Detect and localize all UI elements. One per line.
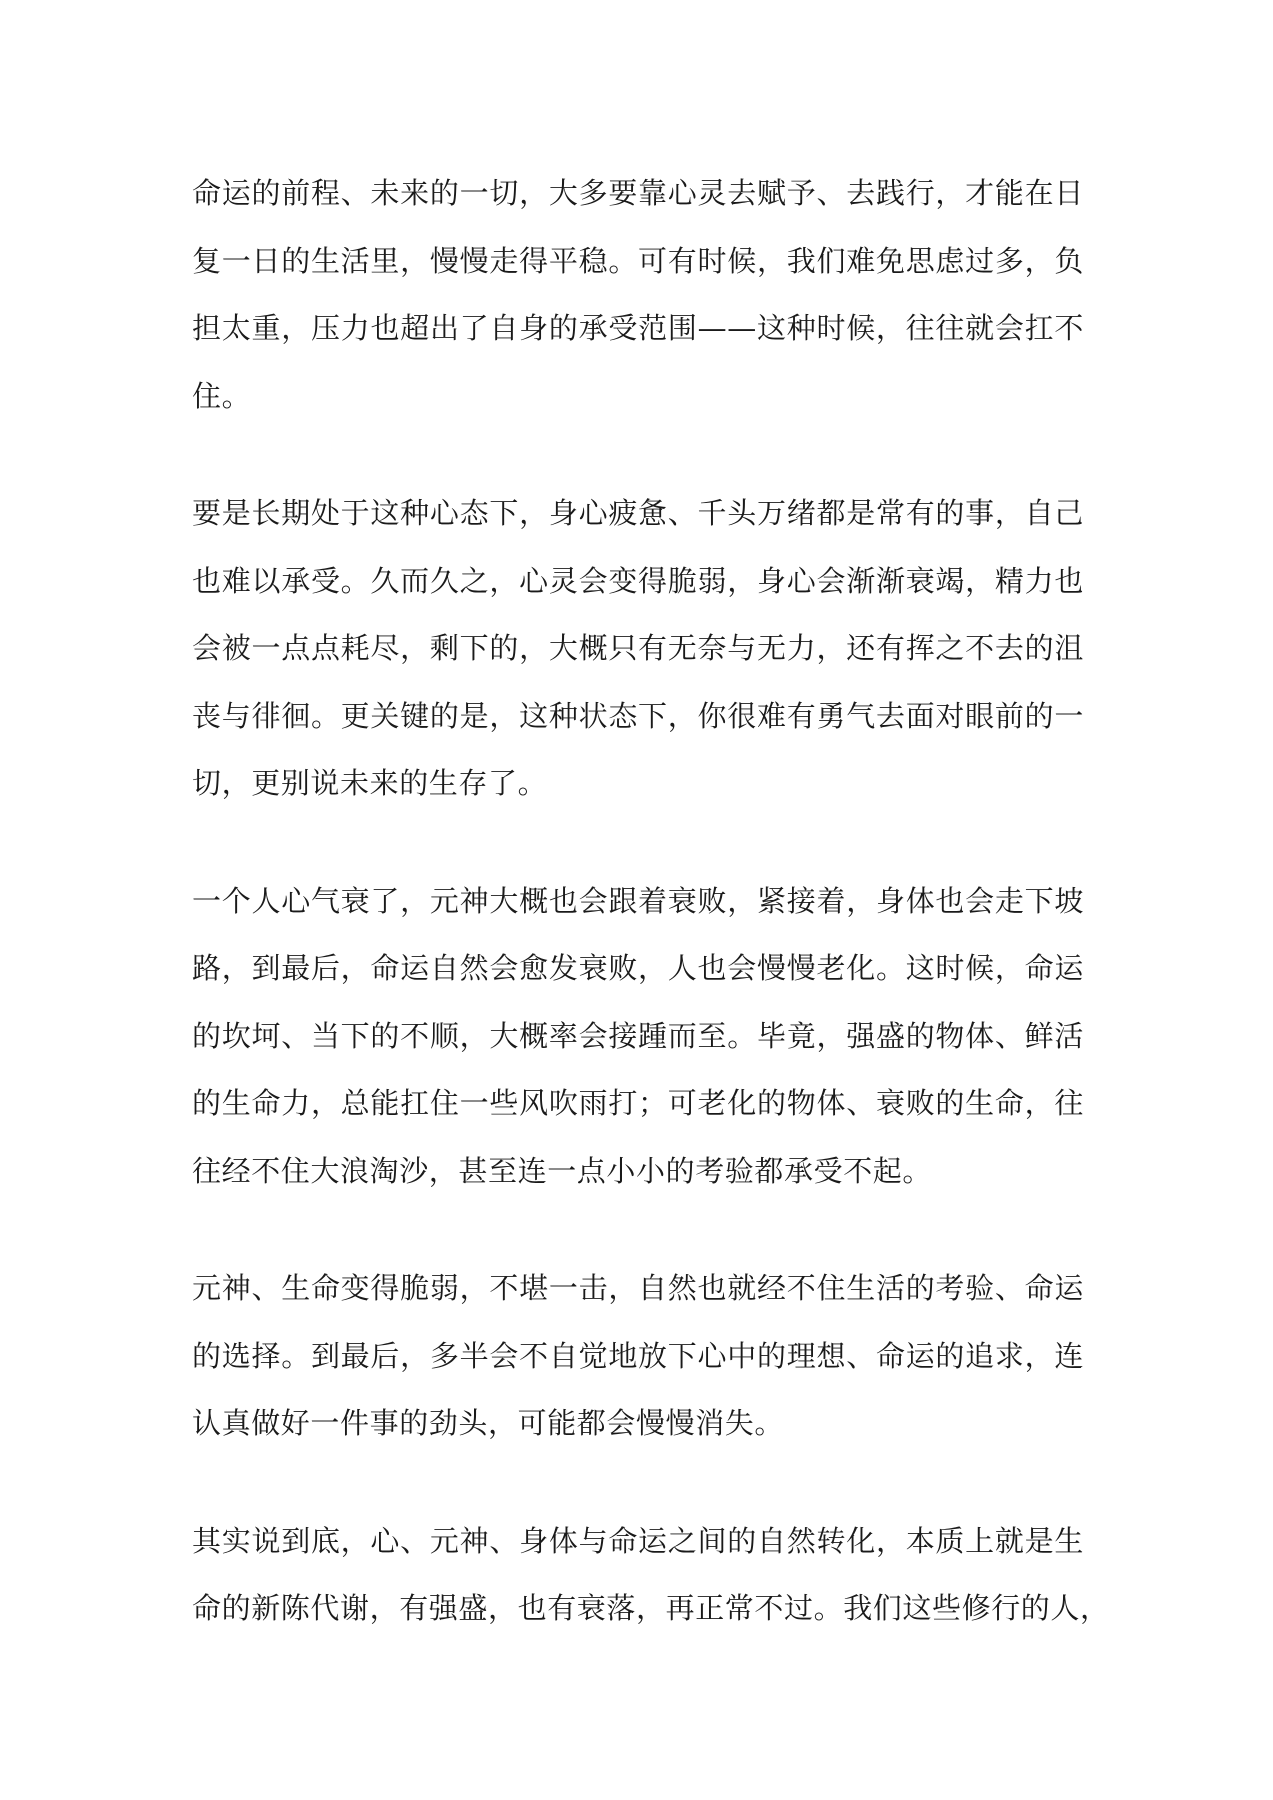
text-line: 一个人心气衰了，元神大概也会跟着衰败，紧接着，身体也会走下坡	[192, 883, 1084, 918]
text-line: 丧与徘徊。更关键的是，这种状态下，你很难有勇气去面对眼前的一	[192, 698, 1084, 733]
paragraph-4	[192, 1255, 1084, 1458]
document-body	[192, 160, 1110, 1693]
text-line: 住。	[192, 378, 252, 413]
text-line: 路，到最后，命运自然会愈发衰败，人也会慢慢老化。这时候，命运	[192, 951, 1084, 985]
text-line: 的生命力，总能扛住一些风吹雨打；可老化的物体、衰败的生命，往	[192, 1086, 1084, 1120]
paragraph-2	[192, 480, 1084, 818]
text-line: 认真做好一件事的劲头，可能都会慢慢消失。	[192, 1406, 785, 1440]
text-line: 其实说到底，心、元神、身体与命运之间的自然转化，本质上就是生	[192, 1523, 1084, 1558]
paragraph-1	[192, 160, 1084, 430]
paragraph-5	[192, 1508, 1110, 1643]
text-line: 担太重，压力也超出了自身的承受范围——这种时候，往往就会扛不	[192, 311, 1084, 345]
text-line: 要是长期处于这种心态下，身心疲惫、千头万绪都是常有的事，自己	[192, 496, 1084, 530]
text-line: 命运的前程、未来的一切，大多要靠心灵去赋予、去践行，才能在日	[192, 176, 1084, 210]
text-line: 复一日的生活里，慢慢走得平稳。可有时候，我们难免思虑过多，负	[192, 243, 1084, 278]
text-line: 切，更别说未来的生存了。	[192, 766, 548, 800]
text-line: 往经不住大浪淘沙，甚至连一点小小的考验都承受不起。	[192, 1153, 933, 1188]
text-line: 元神、生命变得脆弱，不堪一击，自然也就经不住生活的考验、命运	[192, 1271, 1084, 1305]
text-line: 的选择。到最后，多半会不自觉地放下心中的理想、命运的追求，连	[192, 1338, 1084, 1373]
text-line: 命的新陈代谢，有强盛，也有衰落，再正常不过。我们这些修行的人，	[192, 1591, 1110, 1625]
text-line: 的坎坷、当下的不顺，大概率会接踵而至。毕竟，强盛的物体、鲜活	[192, 1018, 1084, 1053]
text-line: 会被一点点耗尽，剩下的，大概只有无奈与无力，还有挥之不去的沮	[192, 631, 1084, 665]
paragraph-3	[192, 868, 1084, 1206]
text-line: 也难以承受。久而久之，心灵会变得脆弱，身心会渐渐衰竭，精力也	[192, 563, 1084, 598]
